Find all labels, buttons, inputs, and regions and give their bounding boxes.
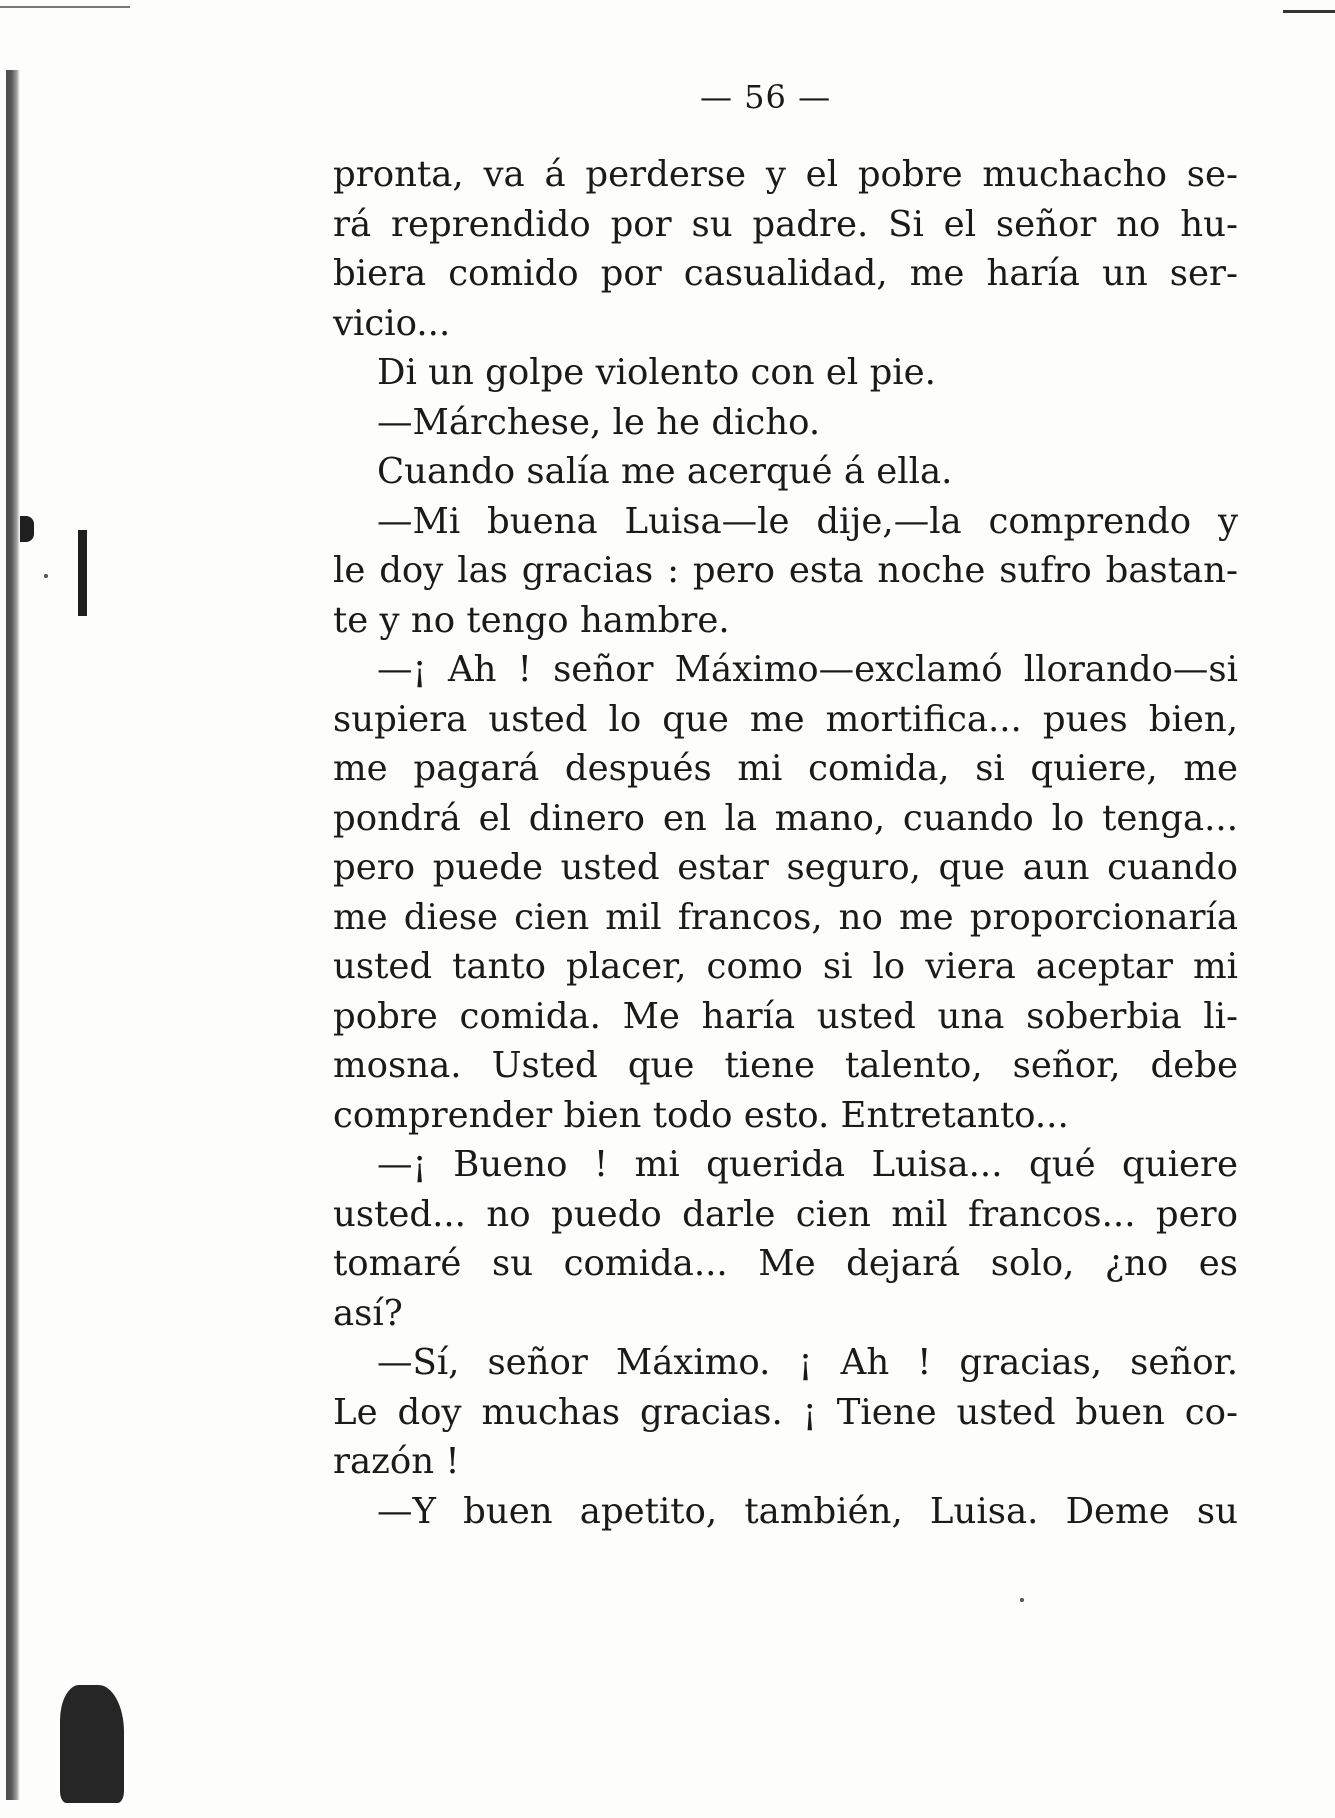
text-line: usted... no puedo darle cien mil francos... pero: [333, 1193, 1238, 1235]
text-line: —¡ Ah ! señor Máximo—exclamó llorando—si: [377, 649, 1238, 690]
text-line: Di un golpe violento con el pie.: [377, 352, 936, 393]
scan-edge-mark: [0, 6, 130, 8]
text-line: le doy las gracias : pero esta noche sufro bastan-: [333, 550, 1238, 591]
text-line: —Y buen apetito, también, Luisa. Deme su: [377, 1490, 1238, 1532]
scan-edge-mark: [1283, 10, 1335, 13]
binding-artifact: [78, 530, 87, 616]
binding-artifact: [60, 1685, 124, 1803]
text-line: Cuando salía me acerqué á ella.: [377, 451, 953, 492]
binding-artifact: [20, 516, 34, 542]
text-line: me diese cien mil francos, no me proporcionaría: [333, 896, 1238, 938]
text-line: —¡ Bueno ! mi querida Luisa... qué quiere: [377, 1144, 1238, 1185]
text-line: pero puede usted estar seguro, que aun cuando: [333, 847, 1238, 888]
text-line: usted tanto placer, como si lo viera aceptar mi: [333, 946, 1238, 987]
text-line: te y no tengo hambre.: [333, 599, 730, 641]
text-line: Le doy muchas gracias. ¡ Tiene usted buen co-: [333, 1391, 1238, 1433]
text-line: —Mi buena Luisa—le dije,—la comprendo y: [377, 500, 1238, 542]
text-line: rá reprendido por su padre. Si el señor no hu-: [333, 203, 1238, 245]
page-number: — 56 —: [700, 78, 832, 116]
scan-speck: [1020, 1598, 1024, 1602]
text-line: pronta, va á perderse y el pobre muchacho se-: [333, 154, 1238, 195]
binding-shadow: [6, 70, 20, 1800]
text-line: así?: [333, 1292, 403, 1334]
text-line: comprender bien todo esto. Entretanto...: [333, 1094, 1069, 1136]
scan-speck: [44, 574, 48, 578]
text-line: —Sí, señor Máximo. ¡ Ah ! gracias, señor.: [377, 1342, 1238, 1383]
text-line: supiera usted lo que me mortifica... pues bien,: [333, 698, 1238, 740]
body-text: [333, 150, 1238, 1536]
text-line: tomaré su comida... Me dejará solo, ¿no es: [333, 1243, 1238, 1284]
text-line: —Márchese, le he dicho.: [377, 401, 821, 443]
text-line: me pagará después mi comida, si quiere, me: [333, 748, 1238, 789]
text-line: mosna. Usted que tiene talento, señor, debe: [333, 1045, 1238, 1086]
text-line: vicio...: [333, 302, 451, 344]
text-line: biera comido por casualidad, me haría un ser-: [333, 253, 1238, 294]
text-line: pondrá el dinero en la mano, cuando lo tenga...: [333, 797, 1238, 839]
text-line: pobre comida. Me haría usted una soberbia li-: [333, 995, 1238, 1037]
text-line: razón !: [333, 1441, 460, 1482]
